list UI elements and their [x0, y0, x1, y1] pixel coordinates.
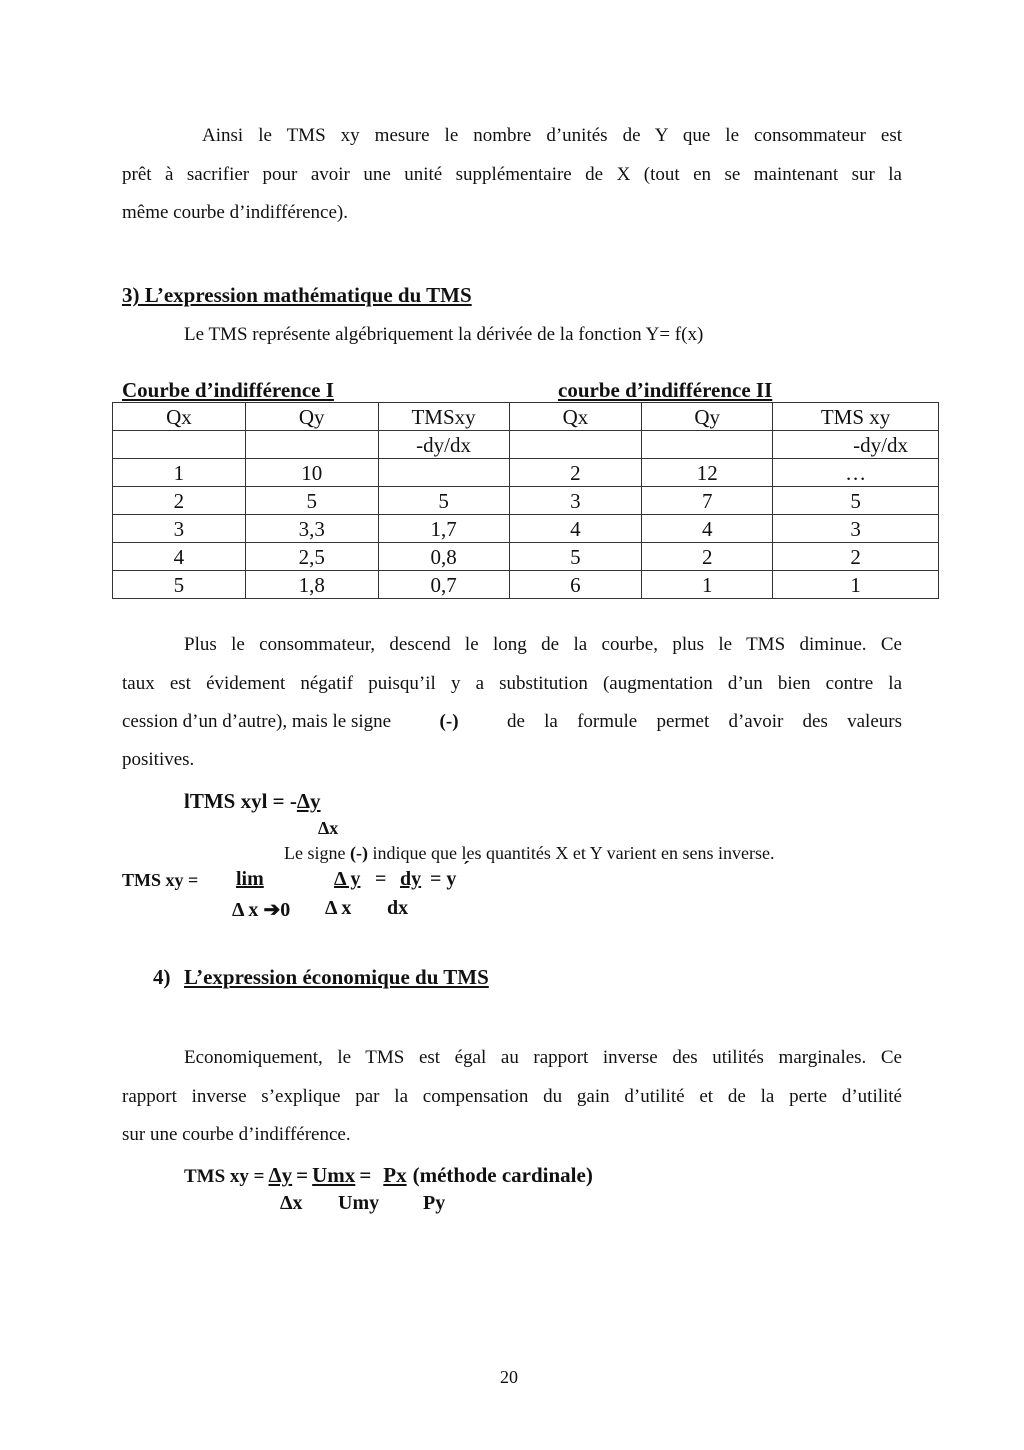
table-cell: 3	[773, 515, 939, 543]
table-cell: 5	[113, 571, 246, 599]
table-cell: 2	[509, 459, 642, 487]
table-cell: 2	[642, 543, 773, 571]
table-cell: 10	[245, 459, 378, 487]
table-cell: 1	[773, 571, 939, 599]
intro-line-2: prêt à sacrifier pour avoir une unité supplémentaire de X (tout en se maintenant sur la	[122, 164, 902, 185]
formula-cardinal-num1: Δy	[268, 1163, 293, 1187]
table-cell: 2	[113, 487, 246, 515]
formula-limit-zero: 0	[280, 899, 291, 921]
formula-cardinal-method: (méthode cardinale)	[412, 1163, 593, 1187]
header-tms-1: TMSxy	[378, 403, 509, 431]
para2-line-3	[122, 712, 902, 731]
table-cell: 4	[509, 515, 642, 543]
subheader-cell	[245, 431, 378, 459]
formula-cardinal-den1: Δx	[280, 1192, 303, 1214]
formula-cardinal-eq1: =	[296, 1163, 309, 1187]
subheader-derivative-1: -dy/dx	[378, 431, 509, 459]
table-cell: 6	[509, 571, 642, 599]
table-cell: 4	[642, 515, 773, 543]
table-cell	[378, 459, 509, 487]
formula-abs-tms-lhs: lTMS xyl = -	[184, 789, 297, 813]
para2-line-4: positives.	[122, 749, 195, 770]
formula-limit-lhs: TMS xy =	[122, 870, 199, 890]
table-cell: 5	[378, 487, 509, 515]
table-cell: 0,7	[378, 571, 509, 599]
header-qx-2: Qx	[509, 403, 642, 431]
formula-cardinal-num3: Px	[383, 1163, 407, 1187]
sign-note-end: indique que les quantités X et Y varient en sens inverse.	[372, 843, 775, 863]
para2-line-3-start: cession d’un d’autre), mais le signe	[122, 711, 392, 732]
formula-abs-tms-numerator: Δy	[296, 789, 321, 813]
table-cell: 7	[642, 487, 773, 515]
sign-note-start: Le signe	[284, 843, 346, 863]
table-cell: 3	[509, 487, 642, 515]
formula-limit-delta-x: Δ x	[232, 899, 259, 921]
header-qy-2: Qy	[642, 403, 773, 431]
formula-cardinal-lhs: TMS xy =	[184, 1166, 265, 1187]
table-row	[113, 515, 939, 543]
formula-cardinal-num2: Umx	[312, 1163, 356, 1187]
para2-line-3-end: de la formule permet d’avoir des valeurs	[506, 711, 902, 732]
section-4-heading: L’expression économique du TMS	[184, 965, 489, 989]
table-row	[113, 543, 939, 571]
table-row	[113, 571, 939, 599]
section-3-heading: 3) L’expression mathématique du TMS	[122, 283, 472, 307]
table-cell: 2	[773, 543, 939, 571]
formula-abs-tms	[184, 789, 321, 814]
formula-limit-frac1-den: Δ x	[325, 897, 352, 919]
table-caption-curve-2: courbe d’indifférence II	[558, 378, 773, 402]
sign-note	[284, 843, 775, 864]
table-cell: 3	[113, 515, 246, 543]
table-cell: 3,3	[245, 515, 378, 543]
formula-cardinal	[184, 1163, 593, 1188]
subheader-derivative-2: -dy/dx	[773, 431, 939, 459]
table-cell: 4	[113, 543, 246, 571]
formula-cardinal-den2: Umy	[338, 1192, 380, 1214]
table-subheader-row	[113, 431, 939, 459]
table-cell: …	[773, 459, 939, 487]
formula-limit-eq1: =	[375, 868, 387, 890]
intro-line-1: Ainsi le TMS xy mesure le nombre d’unités de Y que le consommateur est	[202, 125, 902, 146]
header-tms-2: TMS xy	[773, 403, 939, 431]
table-cell: 5	[773, 487, 939, 515]
formula-limit-sub	[232, 897, 290, 922]
subheader-cell	[113, 431, 246, 459]
header-qx-1: Qx	[113, 403, 246, 431]
subheader-cell	[509, 431, 642, 459]
table-row	[113, 459, 939, 487]
section-4-line-2: rapport inverse s’explique par la compensation du gain d’utilité et de la perte d’utilité	[122, 1086, 902, 1107]
formula-cardinal-eq2: =	[359, 1163, 372, 1187]
table-cell: 5	[509, 543, 642, 571]
table-cell: 1,7	[378, 515, 509, 543]
para2-line-2: taux est évidement négatif puisqu’il y a substitution (augmentation d’un bien contre la	[122, 673, 902, 694]
tms-table	[112, 402, 939, 599]
intro-line-3: même courbe d’indifférence).	[122, 202, 348, 223]
subheader-cell	[642, 431, 773, 459]
sign-note-minus: (-)	[349, 843, 368, 863]
table-header-row	[113, 403, 939, 431]
table-caption-curve-1: Courbe d’indifférence I	[122, 378, 334, 402]
table-cell: 5	[245, 487, 378, 515]
section-4-line-3: sur une courbe d’indifférence.	[122, 1124, 351, 1145]
page-number: 20	[500, 1367, 518, 1387]
section-4-number: 4)	[153, 965, 171, 989]
table-row	[113, 487, 939, 515]
formula-abs-tms-denominator: Δx	[318, 818, 339, 838]
para2-line-1: Plus le consommateur, descend le long de la courbe, plus le TMS diminue. Ce	[184, 634, 902, 655]
table-cell: 0,8	[378, 543, 509, 571]
section-4-line-1: Economiquement, le TMS est égal au rapport inverse des utilités marginales. Ce	[184, 1047, 902, 1068]
table-cell: 1,8	[245, 571, 378, 599]
table-cell: 2,5	[245, 543, 378, 571]
minus-sign: (-)	[439, 711, 459, 732]
arrow-right-icon: ➔	[263, 899, 281, 921]
section-3-text: Le TMS représente algébriquement la dérivée de la fonction Y= f(x)	[184, 324, 704, 345]
table-cell: 1	[113, 459, 246, 487]
formula-limit-frac1-num: Δ y	[334, 868, 361, 890]
formula-limit-prime: ´	[463, 858, 470, 880]
formula-limit-frac2-den: dx	[387, 897, 409, 919]
formula-limit-eq2: = y	[430, 868, 457, 890]
formula-limit-lim: lim	[236, 868, 264, 890]
table-cell: 12	[642, 459, 773, 487]
formula-limit-frac2-num: dy	[400, 868, 422, 890]
table-cell: 1	[642, 571, 773, 599]
formula-cardinal-den3: Py	[423, 1192, 446, 1214]
header-qy-1: Qy	[245, 403, 378, 431]
